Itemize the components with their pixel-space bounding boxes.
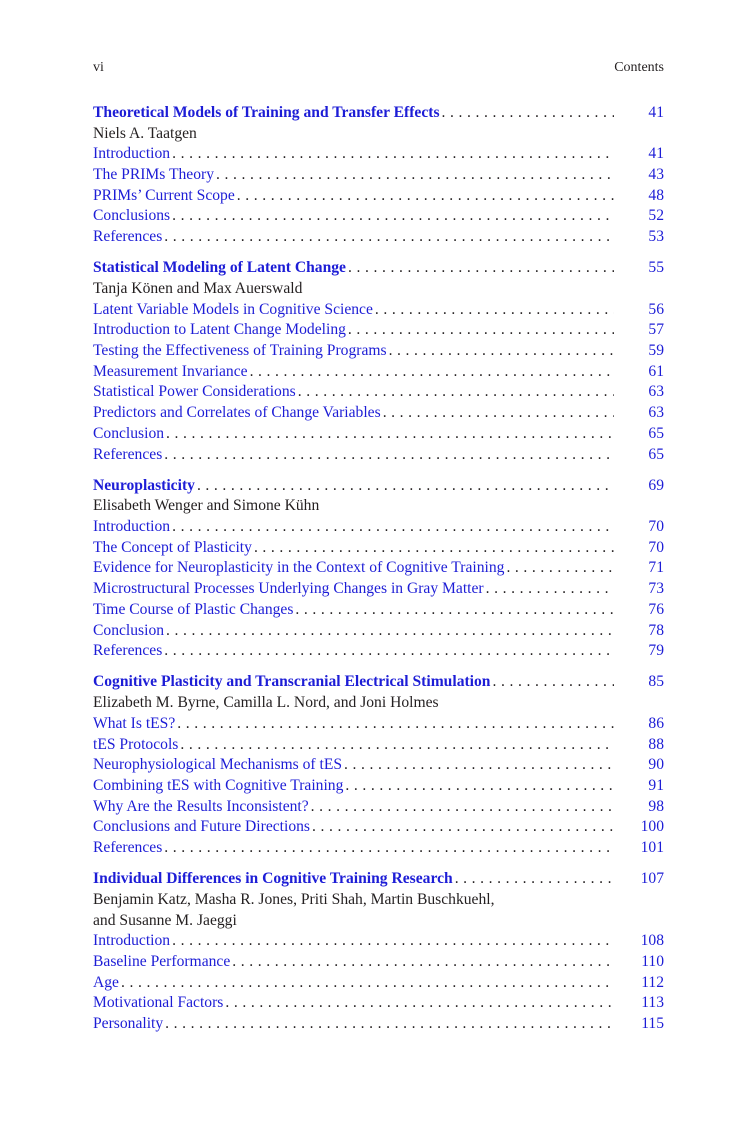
- toc-chapter: [93, 103, 664, 248]
- toc-entry[interactable]: [93, 1014, 664, 1035]
- chapter-authors: Tanja Könen and Max Auerswald: [93, 280, 303, 298]
- chapter-title-row[interactable]: [93, 103, 664, 124]
- page-number: vi: [93, 60, 104, 75]
- entry-title-link[interactable]: Why Are the Results Inconsistent?: [93, 797, 309, 815]
- dot-leader: [484, 579, 616, 600]
- entry-title-link[interactable]: Latent Variable Models in Cognitive Science: [93, 300, 373, 318]
- dot-leader: [175, 714, 616, 735]
- entry-page-link[interactable]: 108: [640, 932, 664, 950]
- toc-entry[interactable]: [93, 382, 664, 403]
- dot-leader: [170, 931, 616, 952]
- chapter-title-row[interactable]: [93, 476, 664, 497]
- toc-entry[interactable]: [93, 445, 664, 466]
- toc-entry[interactable]: [93, 817, 664, 838]
- dot-leader: [170, 144, 616, 165]
- entry-page-link[interactable]: 90: [648, 756, 664, 774]
- running-header: [93, 60, 664, 76]
- entry-title-link[interactable]: Statistical Power Considerations: [93, 383, 296, 401]
- toc-entry[interactable]: [93, 931, 664, 952]
- dot-leader: [235, 186, 616, 207]
- entry-title-link[interactable]: Motivational Factors: [93, 994, 224, 1012]
- dot-leader: [346, 320, 616, 341]
- dot-leader: [252, 538, 616, 559]
- toc-entry[interactable]: [93, 144, 664, 165]
- dot-leader: [504, 558, 616, 579]
- chapter-page-link[interactable]: 107: [640, 870, 664, 888]
- dot-leader: [170, 206, 616, 227]
- toc-entry[interactable]: [93, 600, 664, 621]
- chapter-title-row[interactable]: [93, 258, 664, 279]
- entry-page-link[interactable]: 100: [640, 818, 664, 836]
- entry-title-link[interactable]: What Is tES?: [93, 714, 176, 732]
- entry-title-link[interactable]: PRIMs’ Current Scope: [93, 186, 235, 204]
- chapter-page-link[interactable]: 41: [648, 104, 664, 121]
- entry-page-link[interactable]: 98: [648, 797, 664, 815]
- entry-page-link[interactable]: 59: [648, 342, 664, 360]
- entry-title-link[interactable]: Conclusion: [93, 621, 165, 639]
- toc-chapter: [93, 869, 664, 1035]
- toc-chapter: [93, 476, 664, 662]
- dot-leader: [223, 993, 616, 1014]
- toc-entry[interactable]: [93, 558, 664, 579]
- entry-title-link[interactable]: Baseline Performance: [93, 952, 231, 970]
- dot-leader: [162, 838, 616, 859]
- toc-entry[interactable]: [93, 755, 664, 776]
- entry-page-link[interactable]: 78: [648, 621, 664, 639]
- chapter-page-link[interactable]: 69: [648, 476, 664, 494]
- entry-page-link[interactable]: 79: [648, 642, 664, 660]
- entry-page-link[interactable]: 65: [648, 424, 664, 442]
- toc-chapter: [93, 258, 664, 465]
- entry-title-link[interactable]: References: [93, 642, 163, 660]
- toc-entry[interactable]: [93, 300, 664, 321]
- dot-leader: [381, 403, 616, 424]
- toc-chapter: [93, 672, 664, 858]
- toc-entry[interactable]: [93, 838, 664, 859]
- entry-page-link[interactable]: 73: [648, 580, 664, 598]
- toc-entry[interactable]: [93, 206, 664, 227]
- entry-page-link[interactable]: 43: [648, 166, 664, 184]
- dot-leader: [373, 300, 616, 321]
- toc-entry[interactable]: [93, 579, 664, 600]
- entry-page-link[interactable]: 115: [641, 1014, 664, 1032]
- chapter-title-row[interactable]: [93, 672, 664, 693]
- chapter-authors: Elizabeth M. Byrne, Camilla L. Nord, and Joni Holmes: [93, 694, 439, 712]
- dot-leader: [170, 517, 616, 538]
- entry-title-link[interactable]: Conclusions and Future Directions: [93, 818, 310, 836]
- entry-page-link[interactable]: 53: [648, 228, 664, 246]
- dot-leader: [296, 382, 616, 403]
- toc-entry[interactable]: [93, 776, 664, 797]
- chapter-title-link[interactable]: Cognitive Plasticity and Transcranial Electrical Stimulation: [93, 673, 491, 691]
- entry-page-link[interactable]: 57: [648, 321, 664, 339]
- entry-page-link[interactable]: 48: [648, 186, 664, 204]
- entry-page-link[interactable]: 88: [648, 735, 664, 753]
- entry-title-link[interactable]: Neurophysiological Mechanisms of tES: [93, 756, 343, 774]
- entry-page-link[interactable]: 70: [648, 538, 664, 556]
- dot-leader: [230, 952, 616, 973]
- chapter-title-link[interactable]: Neuroplasticity: [93, 476, 195, 494]
- entry-title-link[interactable]: Testing the Effectiveness of Training Programs: [93, 342, 387, 360]
- entry-title-link[interactable]: Conclusions: [93, 207, 171, 225]
- dot-leader: [214, 165, 616, 186]
- toc-entry[interactable]: [93, 797, 664, 818]
- entry-title-link[interactable]: Conclusion: [93, 424, 165, 442]
- dot-leader: [387, 341, 616, 362]
- entry-title-link[interactable]: Introduction: [93, 145, 171, 163]
- entry-page-link[interactable]: 76: [648, 600, 664, 618]
- entry-title-link[interactable]: The PRIMs Theory: [93, 166, 214, 184]
- entry-page-link[interactable]: 110: [641, 952, 664, 970]
- toc-entry[interactable]: [93, 538, 664, 559]
- toc-entry[interactable]: [93, 621, 664, 642]
- entry-title-link[interactable]: Combining tES with Cognitive Training: [93, 776, 344, 794]
- entry-page-link[interactable]: 52: [648, 207, 664, 225]
- dot-leader: [164, 424, 616, 445]
- chapter-authors: Niels A. Taatgen: [93, 124, 197, 142]
- entry-page-link[interactable]: 112: [641, 973, 664, 991]
- dot-leader: [195, 476, 616, 497]
- toc-entry[interactable]: [93, 165, 664, 186]
- toc-entry[interactable]: [93, 341, 664, 362]
- dot-leader: [309, 797, 616, 818]
- entry-title-link[interactable]: Predictors and Correlates of Change Variables: [93, 404, 381, 422]
- entry-title-link[interactable]: Microstructural Processes Underlying Changes in Gray Matter: [93, 580, 484, 598]
- dot-leader: [178, 735, 616, 756]
- entry-title-link[interactable]: Introduction to Latent Change Modeling: [93, 321, 346, 339]
- entry-page-link[interactable]: 101: [640, 838, 664, 856]
- entry-title-link[interactable]: References: [93, 838, 163, 856]
- entry-title-link[interactable]: Evidence for Neuroplasticity in the Context of Cognitive Training: [93, 559, 505, 577]
- entry-page-link[interactable]: 65: [648, 445, 664, 463]
- entry-title-link[interactable]: Introduction: [93, 518, 171, 536]
- dot-leader: [162, 445, 616, 466]
- dot-leader: [453, 869, 616, 890]
- toc-entry[interactable]: [93, 735, 664, 756]
- entry-page-link[interactable]: 41: [648, 145, 664, 163]
- dot-leader: [310, 817, 616, 838]
- chapter-title-link[interactable]: Individual Differences in Cognitive Training Research: [93, 870, 453, 888]
- toc-entry[interactable]: [93, 952, 664, 973]
- dot-leader: [490, 672, 616, 693]
- toc-entry[interactable]: [93, 403, 664, 424]
- toc-entry[interactable]: [93, 714, 664, 735]
- toc-entry[interactable]: [93, 993, 664, 1014]
- toc-entry[interactable]: [93, 517, 664, 538]
- entry-title-link[interactable]: References: [93, 228, 163, 246]
- dot-leader: [162, 227, 616, 248]
- entry-title-link[interactable]: Introduction: [93, 932, 171, 950]
- entry-title-link[interactable]: Time Course of Plastic Changes: [93, 600, 294, 618]
- entry-title-link[interactable]: Personality: [93, 1014, 164, 1032]
- chapter-page-link[interactable]: 55: [648, 259, 664, 277]
- entry-title-link[interactable]: Age: [93, 973, 119, 991]
- dot-leader: [342, 755, 616, 776]
- dot-leader: [343, 776, 616, 797]
- toc-entry[interactable]: [93, 641, 664, 662]
- toc-entry[interactable]: [93, 227, 664, 248]
- entry-page-link[interactable]: 61: [648, 362, 664, 380]
- entry-page-link[interactable]: 63: [648, 383, 664, 401]
- dot-leader: [162, 641, 616, 662]
- entry-page-link[interactable]: 86: [648, 714, 664, 732]
- dot-leader: [163, 1014, 616, 1035]
- entry-page-link[interactable]: 70: [648, 518, 664, 536]
- entry-title-link[interactable]: tES Protocols: [93, 735, 179, 753]
- dot-leader: [440, 103, 616, 124]
- chapter-authors: Benjamin Katz, Masha R. Jones, Priti Shah, Martin Buschkuehl, and Susanne M. Jaeggi: [93, 890, 495, 929]
- entry-title-link[interactable]: Measurement Invariance: [93, 362, 248, 380]
- dot-leader: [164, 621, 616, 642]
- entry-page-link[interactable]: 91: [648, 776, 664, 794]
- chapter-page-link[interactable]: 85: [648, 673, 664, 691]
- toc-entry[interactable]: [93, 186, 664, 207]
- dot-leader: [248, 362, 616, 383]
- toc-entry[interactable]: [93, 320, 664, 341]
- chapter-title-link[interactable]: Statistical Modeling of Latent Change: [93, 259, 346, 277]
- chapter-title-row[interactable]: [93, 869, 664, 890]
- chapter-authors: Elisabeth Wenger and Simone Kühn: [93, 497, 320, 515]
- entry-page-link[interactable]: 56: [648, 300, 664, 318]
- entry-page-link[interactable]: 71: [648, 559, 664, 577]
- dot-leader: [119, 973, 616, 994]
- toc-entry[interactable]: [93, 424, 664, 445]
- toc-entry[interactable]: [93, 973, 664, 994]
- entry-title-link[interactable]: The Concept of Plasticity: [93, 538, 252, 556]
- table-of-contents: [93, 103, 664, 1045]
- entry-title-link[interactable]: References: [93, 445, 163, 463]
- entry-page-link[interactable]: 113: [641, 994, 664, 1012]
- running-title: Contents: [614, 60, 664, 75]
- dot-leader: [293, 600, 616, 621]
- toc-entry[interactable]: [93, 362, 664, 383]
- dot-leader: [346, 258, 616, 279]
- entry-page-link[interactable]: 63: [648, 404, 664, 422]
- chapter-title-link[interactable]: Theoretical Models of Training and Transfer Effects: [93, 104, 440, 121]
